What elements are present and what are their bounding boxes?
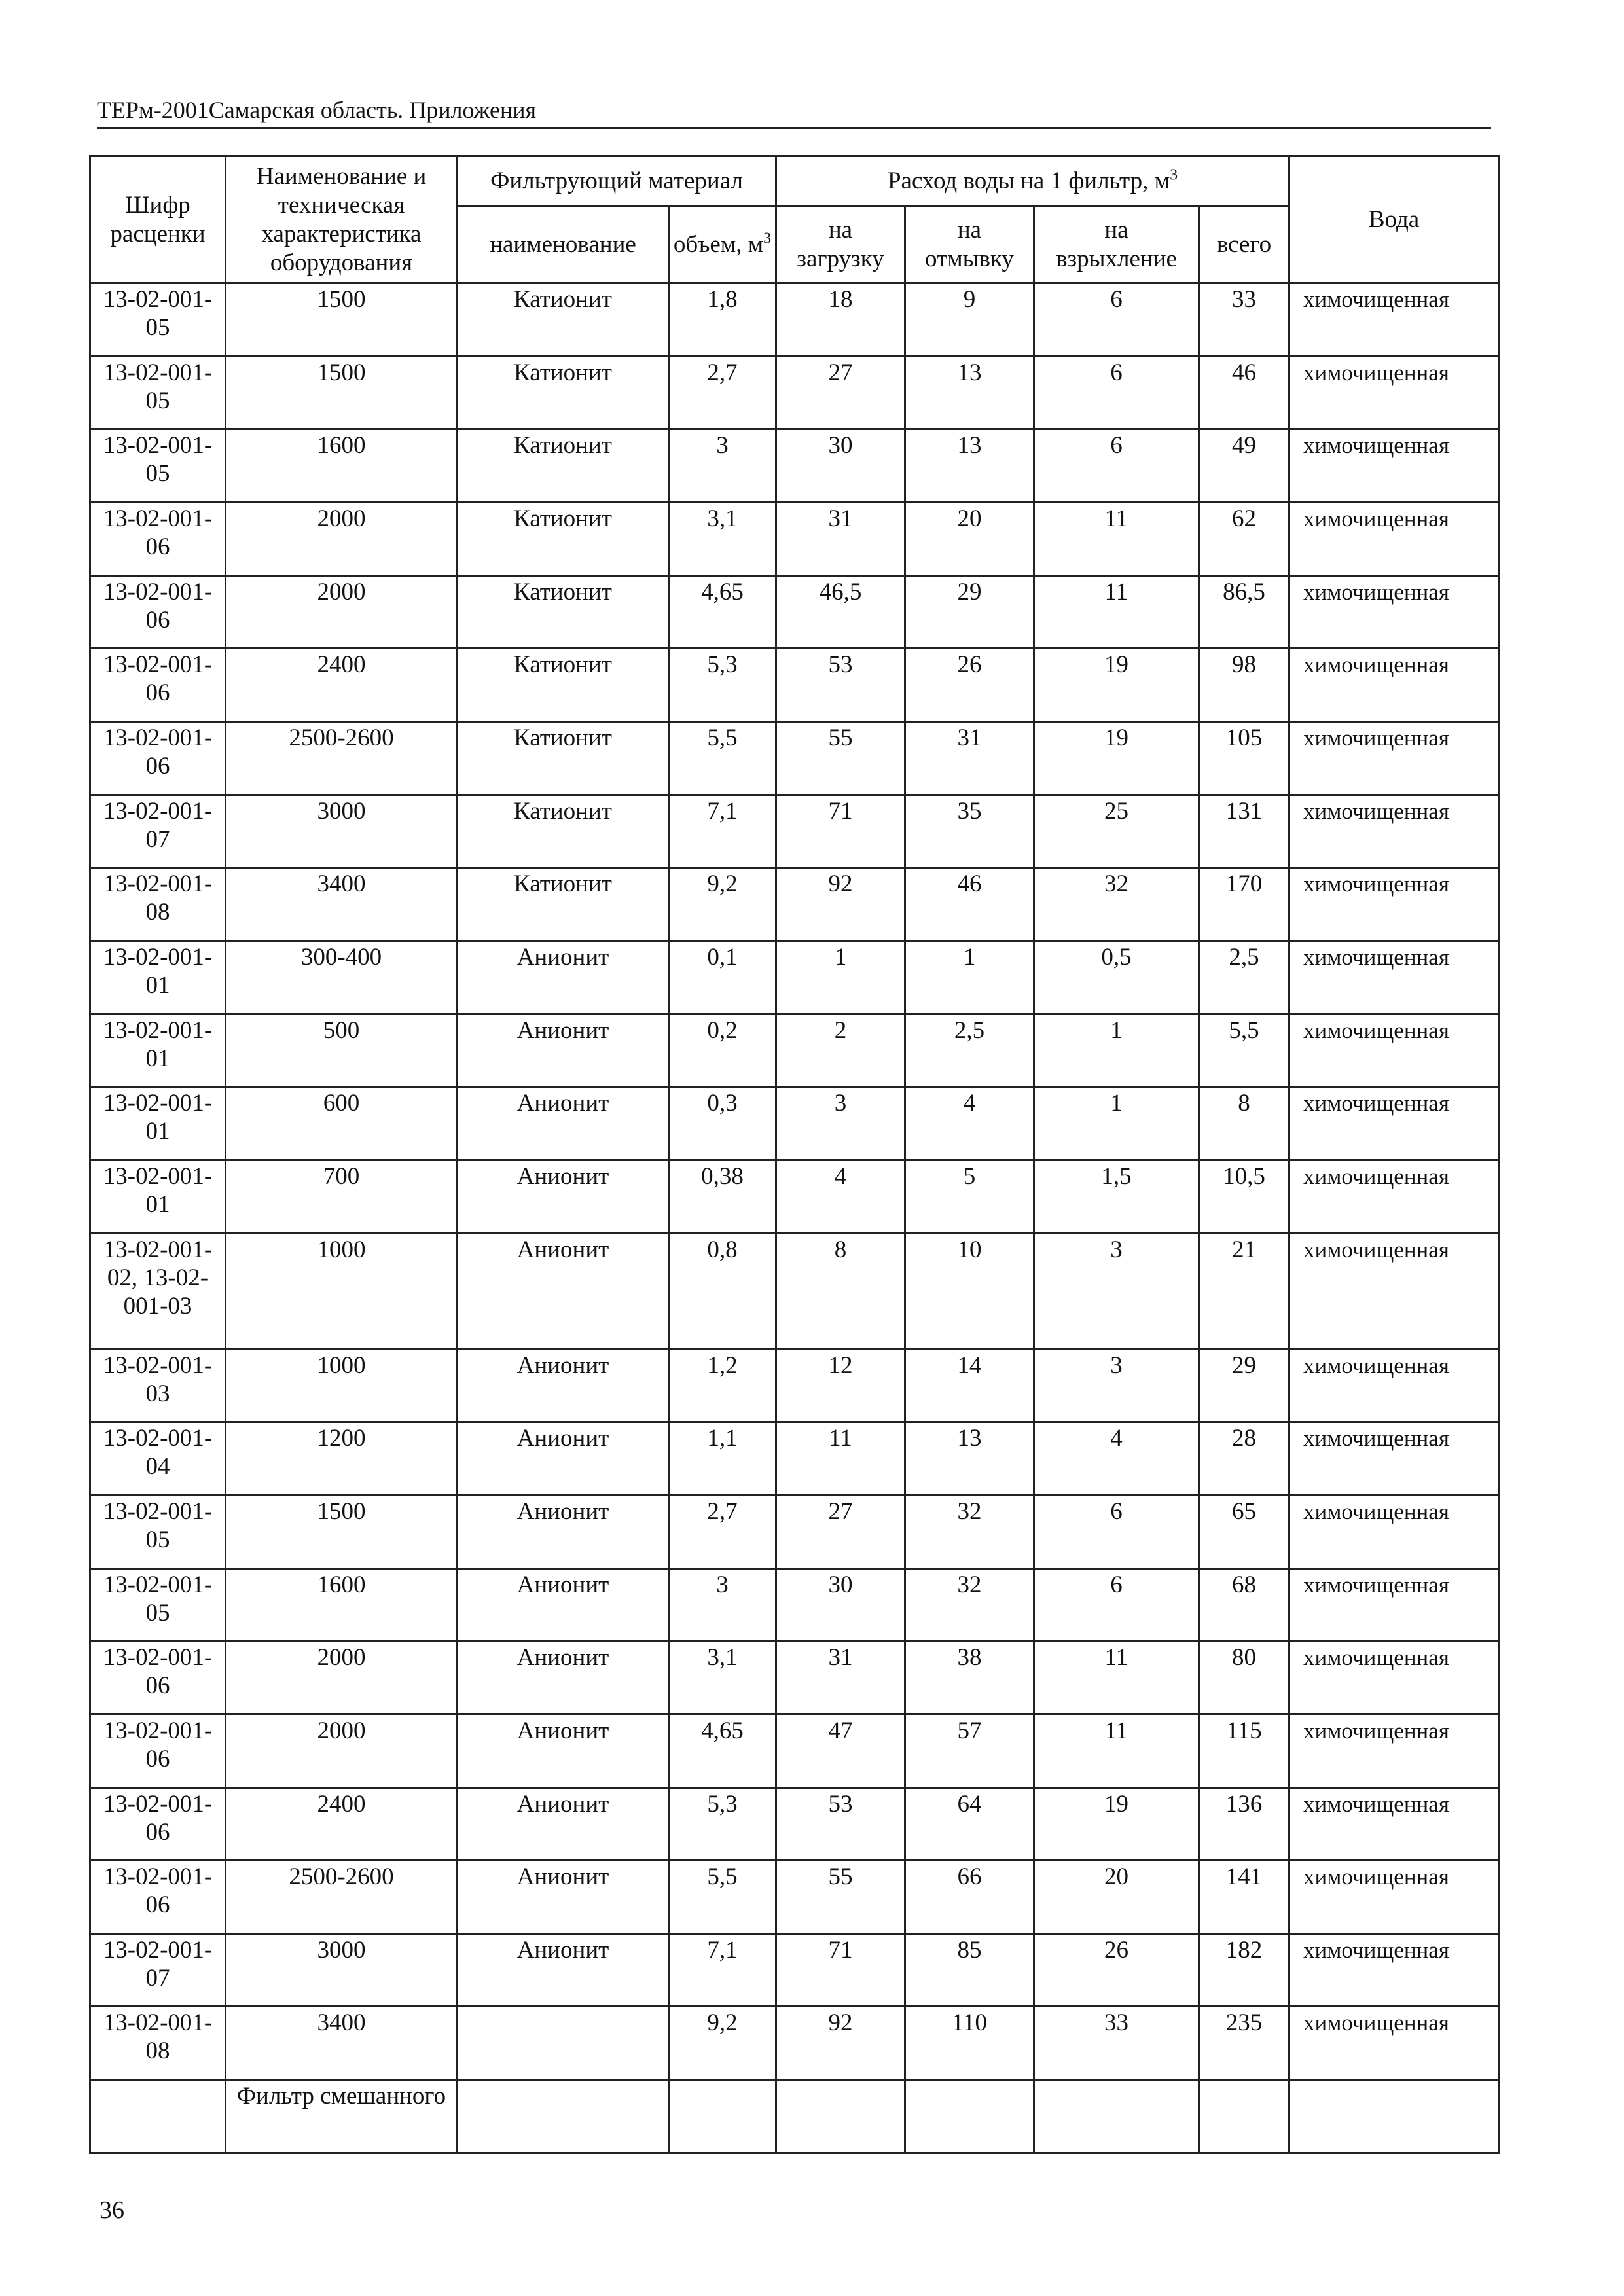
cell-load: 71 bbox=[776, 1933, 905, 2007]
table-row bbox=[90, 2080, 1499, 2153]
cell-material: Анионит bbox=[458, 1787, 669, 1861]
cell-total: 80 bbox=[1199, 1641, 1290, 1715]
table-row bbox=[90, 1641, 1499, 1715]
cell-water bbox=[1290, 2080, 1499, 2153]
cell-code: 13-02-001-02, 13-02-001-03 bbox=[90, 1233, 226, 1349]
table-row bbox=[90, 429, 1499, 503]
cell-equipment: 3000 bbox=[226, 1933, 458, 2007]
table-row bbox=[90, 795, 1499, 868]
cell-wash: 26 bbox=[905, 649, 1034, 722]
table-row bbox=[90, 356, 1499, 429]
cell-code: 13-02-001-01 bbox=[90, 1087, 226, 1160]
cell-total: 141 bbox=[1199, 1861, 1290, 1934]
table-row bbox=[90, 1233, 1499, 1349]
cell-total: 33 bbox=[1199, 283, 1290, 357]
cell-water: химочищенная bbox=[1290, 721, 1499, 795]
table-body bbox=[90, 283, 1499, 2153]
cell-material: Анионит bbox=[458, 1714, 669, 1787]
cell-water: химочищенная bbox=[1290, 1422, 1499, 1496]
unit-superscript: 3 bbox=[1170, 166, 1178, 184]
cell-water: химочищенная bbox=[1290, 1568, 1499, 1641]
cell-loosen: 11 bbox=[1034, 1641, 1199, 1715]
page-number: 36 bbox=[99, 2197, 124, 2224]
cell-water: химочищенная bbox=[1290, 575, 1499, 649]
cell-code: 13-02-001-04 bbox=[90, 1422, 226, 1496]
cell-water: химочищенная bbox=[1290, 649, 1499, 722]
table-row bbox=[90, 1933, 1499, 2007]
cell-total: 21 bbox=[1199, 1233, 1290, 1349]
cell-wash: 57 bbox=[905, 1714, 1034, 1787]
cell-water: химочищенная bbox=[1290, 1349, 1499, 1422]
cell-code: 13-02-001-01 bbox=[90, 1160, 226, 1233]
cell-loosen: 1,5 bbox=[1034, 1160, 1199, 1233]
cell-total: 182 bbox=[1199, 1933, 1290, 2007]
cell-code: 13-02-001-06 bbox=[90, 502, 226, 575]
cell-volume: 2,7 bbox=[669, 1495, 776, 1568]
table-row bbox=[90, 941, 1499, 1014]
cell-water: химочищенная bbox=[1290, 1014, 1499, 1087]
cell-water: химочищенная bbox=[1290, 1087, 1499, 1160]
cell-wash: 32 bbox=[905, 1568, 1034, 1641]
cell-loosen: 19 bbox=[1034, 1787, 1199, 1861]
cell-volume: 0,2 bbox=[669, 1014, 776, 1087]
cell-load: 55 bbox=[776, 721, 905, 795]
cell-equipment: 2500-2600 bbox=[226, 1861, 458, 1934]
col-header-code: Шифр расценки bbox=[90, 156, 226, 283]
cell-material: Катионит bbox=[458, 283, 669, 357]
cell-volume: 9,2 bbox=[669, 868, 776, 941]
cell-loosen: 6 bbox=[1034, 283, 1199, 357]
cell-total: 65 bbox=[1199, 1495, 1290, 1568]
cell-load: 3 bbox=[776, 1087, 905, 1160]
cell-total: 105 bbox=[1199, 721, 1290, 795]
cell-code: 13-02-001-05 bbox=[90, 429, 226, 503]
cell-load: 92 bbox=[776, 2007, 905, 2080]
cell-code: 13-02-001-06 bbox=[90, 1641, 226, 1715]
cell-equipment: 2400 bbox=[226, 1787, 458, 1861]
table-row bbox=[90, 502, 1499, 575]
cell-total bbox=[1199, 2080, 1290, 2153]
cell-equipment: 2000 bbox=[226, 1714, 458, 1787]
table-row bbox=[90, 721, 1499, 795]
cell-loosen: 19 bbox=[1034, 649, 1199, 722]
cell-loosen: 6 bbox=[1034, 1495, 1199, 1568]
cell-material: Анионит bbox=[458, 1861, 669, 1934]
cell-equipment: 300-400 bbox=[226, 941, 458, 1014]
cell-wash: 10 bbox=[905, 1233, 1034, 1349]
cell-water: химочищенная bbox=[1290, 1714, 1499, 1787]
cell-water: химочищенная bbox=[1290, 1160, 1499, 1233]
cell-equipment: 500 bbox=[226, 1014, 458, 1087]
cell-water: химочищенная bbox=[1290, 429, 1499, 503]
cell-equipment: 2000 bbox=[226, 1641, 458, 1715]
cell-code: 13-02-001-06 bbox=[90, 721, 226, 795]
cell-volume: 5,3 bbox=[669, 1787, 776, 1861]
cell-material: Анионит bbox=[458, 1349, 669, 1422]
cell-material bbox=[458, 2080, 669, 2153]
water-consumption-table bbox=[89, 155, 1500, 2154]
cell-material: Катионит bbox=[458, 575, 669, 649]
cell-wash: 13 bbox=[905, 429, 1034, 503]
cell-volume: 1,8 bbox=[669, 283, 776, 357]
cell-water: химочищенная bbox=[1290, 1641, 1499, 1715]
cell-volume: 1,2 bbox=[669, 1349, 776, 1422]
cell-total: 86,5 bbox=[1199, 575, 1290, 649]
cell-wash: 1 bbox=[905, 941, 1034, 1014]
cell-code: 13-02-001-06 bbox=[90, 1861, 226, 1934]
cell-loosen: 4 bbox=[1034, 1422, 1199, 1496]
cell-loosen: 11 bbox=[1034, 502, 1199, 575]
cell-volume: 3,1 bbox=[669, 502, 776, 575]
cell-equipment: 2000 bbox=[226, 575, 458, 649]
cell-wash: 29 bbox=[905, 575, 1034, 649]
cell-material: Катионит bbox=[458, 649, 669, 722]
cell-material: Анионит bbox=[458, 941, 669, 1014]
cell-loosen: 20 bbox=[1034, 1861, 1199, 1934]
cell-material: Анионит bbox=[458, 1495, 669, 1568]
cell-water: химочищенная bbox=[1290, 1495, 1499, 1568]
cell-load: 27 bbox=[776, 1495, 905, 1568]
table-row bbox=[90, 575, 1499, 649]
cell-load: 11 bbox=[776, 1422, 905, 1496]
cell-equipment: 1600 bbox=[226, 429, 458, 503]
cell-material: Анионит bbox=[458, 1568, 669, 1641]
cell-volume: 9,2 bbox=[669, 2007, 776, 2080]
cell-volume bbox=[669, 2080, 776, 2153]
cell-water: химочищенная bbox=[1290, 868, 1499, 941]
table-row bbox=[90, 283, 1499, 357]
cell-wash: 31 bbox=[905, 721, 1034, 795]
cell-code: 13-02-001-07 bbox=[90, 795, 226, 868]
cell-load: 46,5 bbox=[776, 575, 905, 649]
cell-loosen: 3 bbox=[1034, 1233, 1199, 1349]
cell-load: 2 bbox=[776, 1014, 905, 1087]
cell-wash: 85 bbox=[905, 1933, 1034, 2007]
cell-volume: 0,8 bbox=[669, 1233, 776, 1349]
table-row bbox=[90, 1160, 1499, 1233]
table-row bbox=[90, 1861, 1499, 1934]
cell-material: Анионит bbox=[458, 1087, 669, 1160]
col-header-water-group bbox=[776, 156, 1290, 206]
cell-equipment: 1200 bbox=[226, 1422, 458, 1496]
cell-code: 13-02-001-01 bbox=[90, 1014, 226, 1087]
cell-wash: 46 bbox=[905, 868, 1034, 941]
cell-equipment: 1000 bbox=[226, 1349, 458, 1422]
cell-total: 28 bbox=[1199, 1422, 1290, 1496]
cell-equipment: 1500 bbox=[226, 283, 458, 357]
cell-code: 13-02-001-06 bbox=[90, 649, 226, 722]
cell-code bbox=[90, 2080, 226, 2153]
cell-loosen: 25 bbox=[1034, 795, 1199, 868]
cell-volume: 3 bbox=[669, 1568, 776, 1641]
cell-equipment: 2500-2600 bbox=[226, 721, 458, 795]
water-group-label: Расход воды на 1 фильтр, м bbox=[887, 167, 1170, 194]
col-header-volume bbox=[669, 206, 776, 283]
cell-code: 13-02-001-07 bbox=[90, 1933, 226, 2007]
cell-loosen: 6 bbox=[1034, 429, 1199, 503]
cell-code: 13-02-001-05 bbox=[90, 1495, 226, 1568]
cell-code: 13-02-001-05 bbox=[90, 356, 226, 429]
cell-material: Катионит bbox=[458, 502, 669, 575]
cell-material: Анионит bbox=[458, 1233, 669, 1349]
col-header-equipment: Наименование и техническая характеристика оборудования bbox=[226, 156, 458, 283]
cell-wash: 5 bbox=[905, 1160, 1034, 1233]
document-title: ТЕРм-2001Самарская область. Приложения bbox=[97, 97, 537, 123]
cell-volume: 0,1 bbox=[669, 941, 776, 1014]
cell-load: 12 bbox=[776, 1349, 905, 1422]
cell-material: Анионит bbox=[458, 1933, 669, 2007]
cell-volume: 1,1 bbox=[669, 1422, 776, 1496]
table-row bbox=[90, 1495, 1499, 1568]
cell-total: 5,5 bbox=[1199, 1014, 1290, 1087]
cell-equipment: 2000 bbox=[226, 502, 458, 575]
cell-wash: 14 bbox=[905, 1349, 1034, 1422]
cell-water: химочищенная bbox=[1290, 2007, 1499, 2080]
cell-water: химочищенная bbox=[1290, 1787, 1499, 1861]
cell-loosen: 32 bbox=[1034, 868, 1199, 941]
cell-material: Катионит bbox=[458, 429, 669, 503]
cell-loosen: 1 bbox=[1034, 1087, 1199, 1160]
col-header-material-name: наименование bbox=[458, 206, 669, 283]
cell-volume: 4,65 bbox=[669, 575, 776, 649]
cell-wash: 35 bbox=[905, 795, 1034, 868]
table-row bbox=[90, 1787, 1499, 1861]
cell-loosen: 33 bbox=[1034, 2007, 1199, 2080]
cell-volume: 5,3 bbox=[669, 649, 776, 722]
unit-superscript: 3 bbox=[763, 230, 772, 247]
cell-load: 53 bbox=[776, 1787, 905, 1861]
cell-code: 13-02-001-05 bbox=[90, 1568, 226, 1641]
cell-total: 2,5 bbox=[1199, 941, 1290, 1014]
cell-code: 13-02-001-06 bbox=[90, 1714, 226, 1787]
cell-load: 55 bbox=[776, 1861, 905, 1934]
cell-equipment: 1500 bbox=[226, 1495, 458, 1568]
cell-volume: 5,5 bbox=[669, 721, 776, 795]
cell-equipment: 2400 bbox=[226, 649, 458, 722]
cell-total: 136 bbox=[1199, 1787, 1290, 1861]
table-row bbox=[90, 1714, 1499, 1787]
cell-wash: 32 bbox=[905, 1495, 1034, 1568]
cell-total: 10,5 bbox=[1199, 1160, 1290, 1233]
cell-total: 131 bbox=[1199, 795, 1290, 868]
cell-load: 18 bbox=[776, 283, 905, 357]
cell-loosen: 0,5 bbox=[1034, 941, 1199, 1014]
cell-load bbox=[776, 2080, 905, 2153]
cell-volume: 3,1 bbox=[669, 1641, 776, 1715]
cell-equipment: 1600 bbox=[226, 1568, 458, 1641]
cell-total: 49 bbox=[1199, 429, 1290, 503]
table-row bbox=[90, 1014, 1499, 1087]
cell-volume: 0,3 bbox=[669, 1087, 776, 1160]
cell-material: Анионит bbox=[458, 1422, 669, 1496]
col-header-load: на загрузку bbox=[776, 206, 905, 283]
cell-material: Анионит bbox=[458, 1160, 669, 1233]
cell-material: Катионит bbox=[458, 721, 669, 795]
cell-wash: 9 bbox=[905, 283, 1034, 357]
cell-loosen bbox=[1034, 2080, 1199, 2153]
cell-loosen: 3 bbox=[1034, 1349, 1199, 1422]
running-header bbox=[97, 96, 1491, 129]
cell-total: 68 bbox=[1199, 1568, 1290, 1641]
table-row bbox=[90, 1422, 1499, 1496]
table-row bbox=[90, 868, 1499, 941]
cell-total: 170 bbox=[1199, 868, 1290, 941]
cell-material: Катионит bbox=[458, 795, 669, 868]
cell-water: химочищенная bbox=[1290, 1233, 1499, 1349]
cell-total: 46 bbox=[1199, 356, 1290, 429]
cell-wash: 4 bbox=[905, 1087, 1034, 1160]
cell-load: 1 bbox=[776, 941, 905, 1014]
cell-wash: 20 bbox=[905, 502, 1034, 575]
cell-total: 235 bbox=[1199, 2007, 1290, 2080]
col-header-total: всего bbox=[1199, 206, 1290, 283]
cell-wash: 110 bbox=[905, 2007, 1034, 2080]
cell-code: 13-02-001-06 bbox=[90, 575, 226, 649]
cell-wash: 2,5 bbox=[905, 1014, 1034, 1087]
col-header-loosen: на взрыхление bbox=[1034, 206, 1199, 283]
cell-load: 92 bbox=[776, 868, 905, 941]
cell-wash bbox=[905, 2080, 1034, 2153]
cell-water: химочищенная bbox=[1290, 1861, 1499, 1934]
table-row bbox=[90, 1087, 1499, 1160]
cell-load: 31 bbox=[776, 502, 905, 575]
cell-material: Катионит bbox=[458, 356, 669, 429]
cell-volume: 7,1 bbox=[669, 795, 776, 868]
cell-load: 30 bbox=[776, 429, 905, 503]
cell-material bbox=[458, 2007, 669, 2080]
cell-load: 31 bbox=[776, 1641, 905, 1715]
cell-loosen: 6 bbox=[1034, 356, 1199, 429]
cell-load: 53 bbox=[776, 649, 905, 722]
cell-equipment: 3000 bbox=[226, 795, 458, 868]
cell-volume: 4,65 bbox=[669, 1714, 776, 1787]
cell-equipment: 1500 bbox=[226, 356, 458, 429]
cell-code: 13-02-001-01 bbox=[90, 941, 226, 1014]
cell-water: химочищенная bbox=[1290, 1933, 1499, 2007]
cell-material: Анионит bbox=[458, 1641, 669, 1715]
cell-loosen: 26 bbox=[1034, 1933, 1199, 2007]
cell-code: 13-02-001-08 bbox=[90, 2007, 226, 2080]
cell-wash: 13 bbox=[905, 356, 1034, 429]
cell-total: 98 bbox=[1199, 649, 1290, 722]
cell-wash: 13 bbox=[905, 1422, 1034, 1496]
cell-load: 30 bbox=[776, 1568, 905, 1641]
cell-loosen: 11 bbox=[1034, 575, 1199, 649]
cell-water: химочищенная bbox=[1290, 356, 1499, 429]
col-header-wash: на отмывку bbox=[905, 206, 1034, 283]
cell-total: 115 bbox=[1199, 1714, 1290, 1787]
cell-volume: 7,1 bbox=[669, 1933, 776, 2007]
cell-load: 71 bbox=[776, 795, 905, 868]
cell-water: химочищенная bbox=[1290, 283, 1499, 357]
table-row bbox=[90, 1349, 1499, 1422]
cell-wash: 64 bbox=[905, 1787, 1034, 1861]
cell-equipment: 1000 bbox=[226, 1233, 458, 1349]
cell-load: 27 bbox=[776, 356, 905, 429]
cell-code: 13-02-001-05 bbox=[90, 283, 226, 357]
cell-code: 13-02-001-03 bbox=[90, 1349, 226, 1422]
cell-volume: 5,5 bbox=[669, 1861, 776, 1934]
volume-label: объем, м bbox=[673, 230, 764, 258]
cell-loosen: 6 bbox=[1034, 1568, 1199, 1641]
cell-wash: 66 bbox=[905, 1861, 1034, 1934]
cell-loosen: 1 bbox=[1034, 1014, 1199, 1087]
cell-equipment: Фильтр смешанного bbox=[226, 2080, 458, 2153]
cell-water: химочищенная bbox=[1290, 502, 1499, 575]
cell-total: 8 bbox=[1199, 1087, 1290, 1160]
cell-volume: 2,7 bbox=[669, 356, 776, 429]
cell-total: 62 bbox=[1199, 502, 1290, 575]
cell-water: химочищенная bbox=[1290, 795, 1499, 868]
cell-volume: 0,38 bbox=[669, 1160, 776, 1233]
cell-load: 4 bbox=[776, 1160, 905, 1233]
cell-code: 13-02-001-08 bbox=[90, 868, 226, 941]
cell-equipment: 700 bbox=[226, 1160, 458, 1233]
table-row bbox=[90, 1568, 1499, 1641]
table-row bbox=[90, 649, 1499, 722]
cell-wash: 38 bbox=[905, 1641, 1034, 1715]
cell-equipment: 3400 bbox=[226, 2007, 458, 2080]
cell-material: Катионит bbox=[458, 868, 669, 941]
cell-loosen: 19 bbox=[1034, 721, 1199, 795]
cell-loosen: 11 bbox=[1034, 1714, 1199, 1787]
table-row bbox=[90, 2007, 1499, 2080]
cell-load: 8 bbox=[776, 1233, 905, 1349]
cell-volume: 3 bbox=[669, 429, 776, 503]
cell-material: Анионит bbox=[458, 1014, 669, 1087]
cell-equipment: 3400 bbox=[226, 868, 458, 941]
col-header-water: Вода bbox=[1290, 156, 1499, 283]
col-header-material-group: Фильтрующий материал bbox=[458, 156, 776, 206]
cell-code: 13-02-001-06 bbox=[90, 1787, 226, 1861]
cell-equipment: 600 bbox=[226, 1087, 458, 1160]
cell-water: химочищенная bbox=[1290, 941, 1499, 1014]
cell-load: 47 bbox=[776, 1714, 905, 1787]
cell-total: 29 bbox=[1199, 1349, 1290, 1422]
